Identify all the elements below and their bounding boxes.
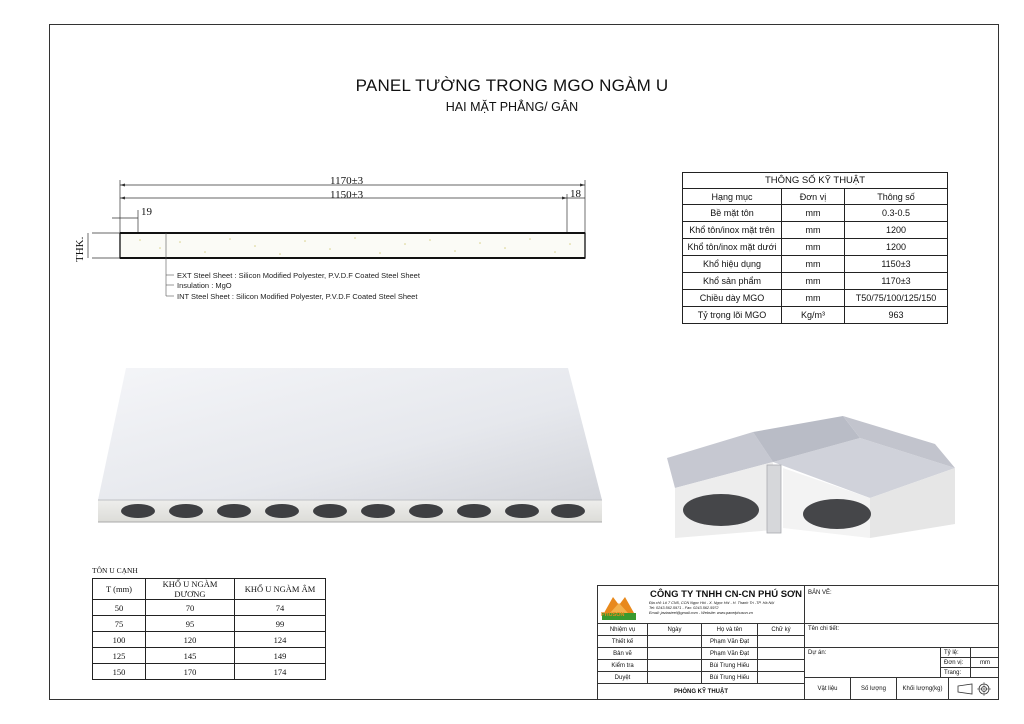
table-row — [683, 273, 948, 290]
table-cell: mm — [782, 290, 845, 307]
company-email: Email: javtasteel@gmail.com - Website: www.panelphuson.vn — [649, 611, 753, 615]
table-cell: 170 — [146, 664, 235, 680]
company-name: CÔNG TY TNHH CN-CN PHÚ SƠN — [650, 589, 803, 600]
table-cell: Tỷ trọng lõi MGO — [683, 307, 782, 324]
company-header — [598, 586, 805, 624]
table-cell: Khổ tôn/inox mặt trên — [683, 222, 782, 239]
table-cell: Khổ sản phẩm — [683, 273, 782, 290]
projection-symbol — [949, 678, 999, 699]
col-header-name: Họ và tên — [702, 624, 758, 636]
row-task-approve: Duyệt — [598, 672, 648, 684]
row-signature — [758, 660, 805, 672]
table-cell: 124 — [235, 632, 326, 648]
table-cell: Bề mặt tôn — [683, 205, 782, 222]
table-cell: Khổ tôn/inox mặt dưới — [683, 239, 782, 256]
table-row — [93, 648, 326, 664]
ten-chi-tiet-label: Tên chi tiết: — [805, 624, 999, 648]
ton-header: T (mm) — [93, 579, 146, 600]
spec-header: Thông số — [845, 189, 948, 205]
col-header-task: Nhiệm vụ — [598, 624, 648, 636]
dim-right: 18 — [570, 188, 581, 200]
projection-icon — [954, 682, 994, 696]
table-cell: 120 — [146, 632, 235, 648]
legend-int-steel: INT Steel Sheet : Silicon Modified Polyester, P.V.D.F Coated Steel Sheet — [177, 292, 418, 301]
row-signature — [758, 636, 805, 648]
table-cell: 125 — [93, 648, 146, 664]
logo-text: PHUSON — [601, 612, 625, 618]
table-cell: mm — [782, 205, 845, 222]
don-vi-value: mm — [971, 658, 999, 668]
table-cell: mm — [782, 222, 845, 239]
row-name: Phạm Văn Đạt — [702, 636, 758, 648]
row-task-check: Kiểm tra — [598, 660, 648, 672]
table-row — [683, 205, 948, 222]
row-task-drawing: Bản vẽ — [598, 648, 648, 660]
table-cell: 1200 — [845, 222, 948, 239]
ton-header: KHỔ U NGÀM DƯƠNG — [146, 579, 235, 600]
table-cell: 1200 — [845, 239, 948, 256]
col-header-date: Ngày — [648, 624, 702, 636]
table-row — [93, 600, 326, 616]
table-cell: 99 — [235, 616, 326, 632]
table-cell: 100 — [93, 632, 146, 648]
table-cell: 145 — [146, 648, 235, 664]
table-cell: Kg/m³ — [782, 307, 845, 324]
table-cell: 95 — [146, 616, 235, 632]
trang-label: Trang: — [941, 668, 971, 678]
table-row — [683, 222, 948, 239]
table-row — [683, 290, 948, 307]
table-cell: Chiều dày MGO — [683, 290, 782, 307]
legend-insulation: Insulation : MgO — [177, 281, 232, 290]
panel-joint-render — [655, 410, 965, 550]
du-an-label: Dự án: — [805, 648, 941, 678]
spec-caption: THÔNG SỐ KỸ THUẬT — [683, 173, 948, 189]
department-label: PHÒNG KỸ THUẬT — [598, 684, 805, 699]
row-name: Bùi Trung Hiếu — [702, 672, 758, 684]
don-vi-label: Đơn vị: — [941, 658, 971, 668]
trang-value — [971, 668, 999, 678]
thickness-label: THK. — [74, 236, 86, 262]
vat-lieu-label: Vật liệu — [805, 678, 851, 699]
khoi-luong-label: Khối lượng(kg) — [897, 678, 949, 699]
table-cell: mm — [782, 239, 845, 256]
row-date — [648, 660, 702, 672]
company-address: Địa chỉ: Lô 7 CN5, CCN Ngọc Hồi - X. Ngọc Hồi - H. Thanh Trì -TP. Hà Nội — [649, 601, 775, 605]
spec-table — [682, 172, 948, 324]
page-subtitle: HAI MẶT PHẲNG/ GÂN — [445, 100, 579, 114]
table-row — [93, 632, 326, 648]
table-cell: 963 — [845, 307, 948, 324]
row-date — [648, 672, 702, 684]
row-signature — [758, 672, 805, 684]
table-cell: 150 — [93, 664, 146, 680]
ty-le-value — [971, 648, 999, 658]
dim-total: 1170±3 — [330, 175, 364, 187]
table-row — [683, 256, 948, 273]
table-cell: 70 — [146, 600, 235, 616]
table-cell: 74 — [235, 600, 326, 616]
company-phone: Tel: 0243.562.5971 - Fax: 0243.562.5972 — [649, 606, 719, 610]
row-name: Bùi Trung Hiếu — [702, 660, 758, 672]
table-cell: 1170±3 — [845, 273, 948, 290]
col-header-signature: Chữ ký — [758, 624, 805, 636]
row-task-design: Thiết kế — [598, 636, 648, 648]
ton-table — [92, 578, 326, 680]
table-row — [93, 664, 326, 680]
ton-table-caption: TÔN U CẠNH — [92, 566, 138, 575]
table-cell: 149 — [235, 648, 326, 664]
legend-ext-steel: EXT Steel Sheet : Silicon Modified Polyester, P.V.D.F Coated Steel Sheet — [177, 271, 420, 280]
row-date — [648, 636, 702, 648]
row-name: Phạm Văn Đạt — [702, 648, 758, 660]
row-signature — [758, 648, 805, 660]
title-block — [597, 585, 999, 700]
spec-header: Đơn vị — [782, 189, 845, 205]
row-date — [648, 648, 702, 660]
dim-effective: 1150±3 — [330, 189, 364, 201]
table-cell: mm — [782, 256, 845, 273]
table-cell: 1150±3 — [845, 256, 948, 273]
dim-left: 19 — [141, 206, 152, 218]
ban-ve-label: BẢN VẼ: — [805, 586, 999, 624]
ty-le-label: Tỷ lệ: — [941, 648, 971, 658]
table-cell: 174 — [235, 664, 326, 680]
spec-header: Hạng mục — [683, 189, 782, 205]
table-row — [683, 307, 948, 324]
page-title: PANEL TƯỜNG TRONG MGO NGÀM U — [355, 76, 669, 95]
table-cell: T50/75/100/125/150 — [845, 290, 948, 307]
ton-header: KHỔ U NGÀM ÂM — [235, 579, 326, 600]
table-cell: Khổ hiệu dụng — [683, 256, 782, 273]
table-row — [93, 616, 326, 632]
table-cell: 50 — [93, 600, 146, 616]
table-cell: 75 — [93, 616, 146, 632]
table-cell: 0.3-0.5 — [845, 205, 948, 222]
table-row — [683, 239, 948, 256]
table-cell: mm — [782, 273, 845, 290]
so-luong-label: Số lượng — [851, 678, 897, 699]
panel-render-large — [90, 360, 610, 530]
